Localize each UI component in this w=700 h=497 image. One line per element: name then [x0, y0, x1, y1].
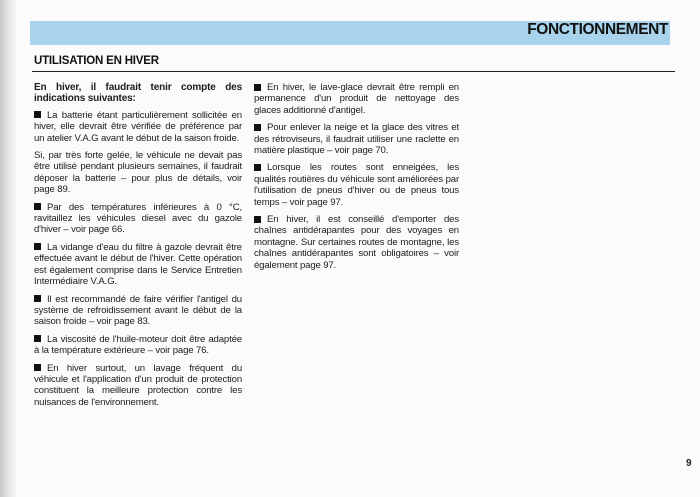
paragraph — [254, 214, 459, 271]
right-column — [254, 82, 459, 277]
paragraph-text: Il est recommandé de faire vérifier l'antigel du système de refroidissement avant le début de la saison froide – voir page 83. — [34, 293, 242, 328]
intro-text: En hiver, il faudrait tenir compte des indications suivantes: — [34, 82, 242, 105]
square-bullet-icon — [34, 364, 41, 371]
paragraph — [34, 363, 242, 409]
paragraph-text: Par des températures inférieures à 0 °C, ravitaillez les véhicules diesel avec du gazole d'hiver – voir page 66. — [34, 201, 242, 236]
paragraph — [34, 202, 242, 236]
paragraph-text: La vidange d'eau du filtre à gazole devrait être effectuée avant le début de l'hiver. Cette opération est également comprise dans le Service Entretien Intermédiaire V.A.G. — [34, 241, 242, 288]
paragraph-text: La viscosité de l'huile-moteur doit être adaptée à la température extérieure – voir page 76. — [34, 333, 242, 357]
section-divider — [32, 71, 675, 72]
page-binding-shadow — [0, 0, 18, 497]
square-bullet-icon — [34, 203, 41, 210]
paragraph — [254, 162, 459, 208]
right-paragraph-list — [254, 82, 459, 271]
square-bullet-icon — [34, 243, 41, 250]
chapter-title: FONCTIONNEMENT — [527, 21, 668, 38]
square-bullet-icon — [34, 111, 41, 118]
paragraph — [34, 110, 242, 144]
square-bullet-icon — [34, 295, 41, 302]
paragraph — [254, 122, 459, 156]
paragraph-text: Pour enlever la neige et la glace des vitres et des rétroviseurs, il faudrait utiliser une raclette en matière plastique – voir page 70. — [254, 122, 459, 157]
square-bullet-icon — [254, 164, 261, 171]
paragraph-text: En hiver surtout, un lavage fréquent du véhicule et l'application d'un produit de protection constituent la meilleure protection contre les nuisances de l'environnement. — [34, 362, 242, 408]
paragraph — [34, 242, 242, 288]
paragraph — [254, 82, 459, 116]
paragraph-text: En hiver, il est conseillé d'emporter des chaînes antidérapantes pour des voyages en montagne. Sur certaines routes de montagne, les chaînes antidérapantes sont obligatoires – voir également page 97. — [254, 214, 459, 271]
paragraph-text: Si, par très forte gelée, le véhicule ne devait pas être utilisé pendant plusieurs semaines, il faudrait déposer la batterie – pour plus de détails, voir page 89. — [34, 150, 242, 196]
paragraph — [34, 334, 242, 357]
page-number: 9 — [686, 458, 692, 469]
paragraph-text: La batterie étant particulièrement sollicitée en hiver, elle devrait être vérifiée de préférence par un atelier V.A.G avant le début de la saison froide. — [34, 109, 242, 144]
square-bullet-icon — [254, 84, 261, 91]
left-column — [34, 82, 242, 414]
square-bullet-icon — [254, 124, 261, 131]
paragraph-text: Lorsque les routes sont enneigées, les qualités routières du véhicule sont améliorées par l'utilisation de pneus d'hiver ou de pneus tous temps – voir page 97. — [254, 162, 459, 208]
square-bullet-icon — [254, 216, 261, 223]
left-paragraph-list — [34, 110, 242, 408]
square-bullet-icon — [34, 335, 41, 342]
paragraph-text: En hiver, le lave-glace devrait être rempli en permanence d'un produit de nettoyage des glaces additionné d'antigel. — [254, 82, 459, 116]
paragraph — [34, 150, 242, 196]
paragraph — [34, 294, 242, 328]
section-title: UTILISATION EN HIVER — [34, 55, 159, 67]
